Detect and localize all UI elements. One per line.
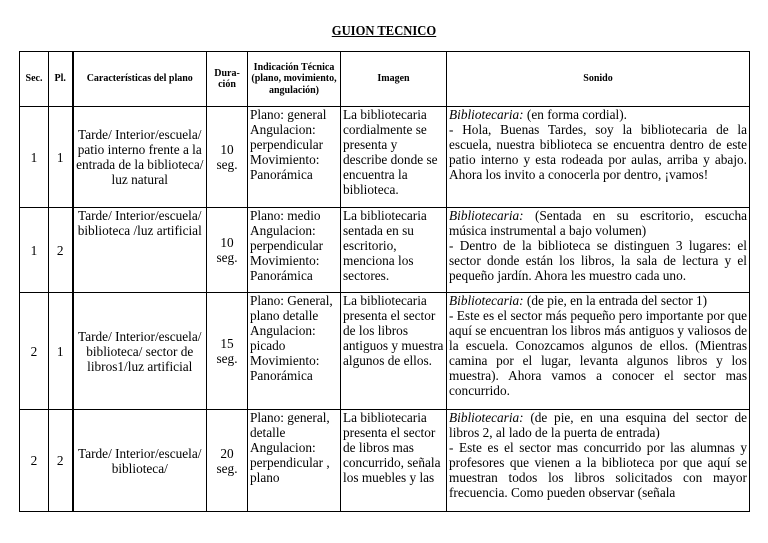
stage-direction: (Sentada en su escritorio, escucha música instrumental a bajo volumen) xyxy=(449,208,747,238)
guion-table xyxy=(19,51,750,512)
cell-sec: 1 xyxy=(20,208,49,293)
header-imagen: Imagen xyxy=(341,52,447,107)
table-row xyxy=(20,107,750,208)
dialog-text: - Hola, Buenas Tardes, soy la bibliotecaria de la escuela, nuestra biblioteca se encuentra dentro de este patio interno y esta rodeada por aulas, arriba y abajo. Ahora los invito a conocerla por dentro, ¡vamos! xyxy=(449,122,747,182)
header-caracteristicas: Características del plano xyxy=(73,52,207,107)
table-row xyxy=(20,410,750,512)
cell-duracion: 10 seg. xyxy=(207,208,248,293)
cell-sec: 2 xyxy=(20,293,49,410)
cell-indicacion: Plano: medio Angulacion: perpendicular Movimiento: Panorámica xyxy=(248,208,341,293)
cell-caracteristicas: Tarde/ Interior/escuela/ biblioteca /luz artificial xyxy=(73,208,207,293)
cell-sec: 1 xyxy=(20,107,49,208)
header-row xyxy=(20,52,750,107)
dialog-text: - Este es el sector mas concurrido por las alumnas y profesores que vienen a la biblioteca por que aquí se muestran todos los libros solicitados con mayor frecuencia. Como pueden observar (señala xyxy=(449,440,747,500)
cell-indicacion xyxy=(248,410,341,512)
speaker-label: Bibliotecaria: xyxy=(449,208,524,223)
indicacion-text: Plano: general, detalle Angulacion: perpendicular , plano xyxy=(250,410,330,485)
cell-imagen: La bibliotecaria sentada en su escritorio, menciona los sectores. xyxy=(341,208,447,293)
dialog-text: - Este es el sector más pequeño pero importante por que aquí se encuentran los libros más antiguos y valiosos de la escuela. Conozcamos algunos de ellos. (Mientras camina por el lugar, levanta algunos libros y los muestra). Ahora vamos a conocer el sector mas concurrido. xyxy=(449,308,747,398)
cell-pl: 2 xyxy=(49,410,73,512)
cell-caracteristicas: Tarde/ Interior/escuela/ biblioteca/ xyxy=(73,410,207,512)
sonido-content xyxy=(449,410,747,510)
speaker-label: Bibliotecaria: xyxy=(449,293,524,308)
table-row xyxy=(20,293,750,410)
header-duracion: Dura-ción xyxy=(207,52,248,107)
cell-imagen: La bibliotecaria cordialmente se presenta y describe donde se encuentra la biblioteca. xyxy=(341,107,447,208)
stage-direction: (en forma cordial). xyxy=(523,107,627,122)
cell-duracion: 15 seg. xyxy=(207,293,248,410)
cell-imagen: La bibliotecaria presenta el sector de los libros antiguos y muestra algunos de ellos. xyxy=(341,293,447,410)
cell-sonido xyxy=(447,410,750,512)
cell-indicacion: Plano: General, plano detalle Angulacion: picado Movimiento: Panorámica xyxy=(248,293,341,410)
header-pl: Pl. xyxy=(49,52,73,107)
cell-duracion: 20 seg. xyxy=(207,410,248,512)
cell-duracion: 10 seg. xyxy=(207,107,248,208)
cell-caracteristicas: Tarde/ Interior/escuela/ patio interno frente a la entrada de la biblioteca/ luz natural xyxy=(73,107,207,208)
header-sonido: Sonido xyxy=(447,52,750,107)
speaker-label: Bibliotecaria: xyxy=(449,410,524,425)
cell-sec: 2 xyxy=(20,410,49,512)
dialog-text: - Dentro de la biblioteca se distinguen 3 lugares: el sector donde están los libros, la sala de lectura y el pequeño jardín. Ahora les muestro cada uno. xyxy=(449,238,747,283)
cell-sonido xyxy=(447,293,750,410)
cell-sonido xyxy=(447,107,750,208)
cell-indicacion: Plano: general Angulacion: perpendicular Movimiento: Panorámica xyxy=(248,107,341,208)
stage-direction: (de pie, en la entrada del sector 1) xyxy=(523,293,708,308)
stage-direction: (de pie, en una esquina del sector de libros 2, al lado de la puerta de entrada) xyxy=(449,410,747,440)
cell-pl: 2 xyxy=(49,208,73,293)
table-row xyxy=(20,208,750,293)
cell-pl: 1 xyxy=(49,107,73,208)
header-sec: Sec. xyxy=(20,52,49,107)
speaker-label: Bibliotecaria: xyxy=(449,107,524,122)
header-indicacion: Indicación Técnica (plano, movimiento, angulación) xyxy=(248,52,341,107)
cell-pl: 1 xyxy=(49,293,73,410)
cell-caracteristicas: Tarde/ Interior/escuela/ biblioteca/ sector de libros1/luz artificial xyxy=(73,293,207,410)
imagen-text: La bibliotecaria presenta el sector de libros mas concurrido, señala los muebles y las xyxy=(343,410,441,485)
document-title: GUION TECNICO xyxy=(331,24,437,39)
cell-sonido xyxy=(447,208,750,293)
cell-imagen xyxy=(341,410,447,512)
